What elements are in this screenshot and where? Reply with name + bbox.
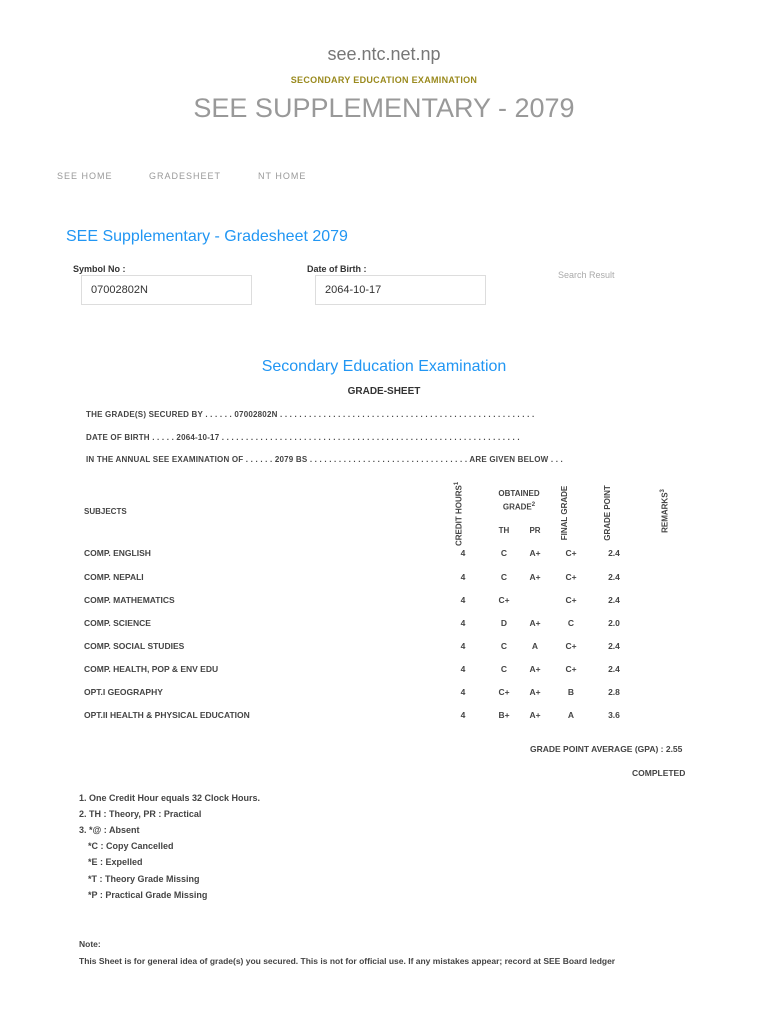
- exam-line: IN THE ANNUAL SEE EXAMINATION OF . . . . . . 2079 BS . . . . . . . . . . . . . . . . . . . . . . . . . . . . . . . . . ARE GIVEN BELOW . . .: [86, 455, 563, 464]
- nav-see-home[interactable]: SEE HOME: [57, 171, 113, 181]
- secured-by-line: THE GRADE(S) SECURED BY . . . . . . 07002802N . . . . . . . . . . . . . . . . . . . . . . . . . . . . . . . . . . . . . . . . . . . . . . . . . . . . .: [86, 410, 535, 419]
- table-row: OPT.II HEALTH & PHYSICAL EDUCATION 4 B+ A+ A 3.6: [84, 710, 620, 720]
- dob-input[interactable]: 2064-10-17: [315, 275, 486, 305]
- exam-tag: SECONDARY EDUCATION EXAMINATION: [290, 75, 478, 85]
- header-subjects: SUBJECTS: [84, 507, 127, 516]
- dob-label: Date of Birth :: [307, 264, 367, 274]
- dob-line: DATE OF BIRTH . . . . . 2064-10-17 . . . . . . . . . . . . . . . . . . . . . . . . . . . . . . . . . . . . . . . . . . . . . . . . . . . . . . . . . . . . . .: [86, 433, 520, 442]
- table-row: COMP. NEPALI 4 C A+ C+ 2.4: [84, 572, 620, 582]
- header-remarks: REMARKS$^3$: [660, 489, 670, 533]
- nav-gradesheet[interactable]: GRADESHEET: [149, 171, 222, 181]
- gpa-summary: GRADE POINT AVERAGE (GPA) : 2.55: [530, 744, 683, 754]
- footnote-3-c: *C : Copy Cancelled: [88, 841, 174, 851]
- header-pr: PR: [529, 526, 541, 535]
- table-row: COMP. HEALTH, POP & ENV EDU 4 C A+ C+ 2.4: [84, 664, 620, 674]
- status-completed: COMPLETED: [632, 768, 686, 778]
- header-grade-point: GRADE POINT: [603, 485, 612, 541]
- footnote-3-e: *E : Expelled: [88, 857, 143, 867]
- table-row: OPT.I GEOGRAPHY 4 C+ A+ B 2.8: [84, 687, 620, 697]
- table-row: COMP. SCIENCE 4 D A+ C 2.0: [84, 618, 620, 628]
- search-result-button[interactable]: Search Result: [558, 270, 615, 280]
- table-row: COMP. ENGLISH 4 C A+ C+ 2.4: [84, 548, 620, 558]
- gradesheet-title: Secondary Education Examination: [261, 358, 507, 375]
- nav-nt-home[interactable]: NT HOME: [258, 171, 307, 181]
- site-host: see.ntc.net.np: [327, 44, 441, 64]
- page-title: SEE SUPPLEMENTARY - 2079: [193, 93, 575, 123]
- footnote-2: 2. TH : Theory, PR : Practical: [79, 809, 202, 819]
- symbol-input[interactable]: 07002802N: [81, 275, 252, 305]
- gradesheet-subtitle: GRADE-SHEET: [347, 386, 421, 397]
- footnote-3: 3. *@ : Absent: [79, 825, 140, 835]
- header-credit-hours: CREDIT HOURS$^1$: [454, 481, 464, 546]
- symbol-label: Symbol No :: [73, 264, 126, 274]
- header-final-grade: FINAL GRADE: [560, 485, 569, 541]
- header-obtained: OBTAINED: [498, 489, 540, 498]
- footnote-3-p: *P : Practical Grade Missing: [88, 890, 208, 900]
- footnote-1: 1. One Credit Hour equals 32 Clock Hours.: [79, 793, 261, 803]
- note-text: This Sheet is for general idea of grade(s) you secured. This is not for official use. If any mistakes appear; record at SEE Board ledger: [79, 956, 616, 966]
- header-grade: GRADE$^2$: [502, 502, 536, 512]
- note-label: Note:: [79, 939, 101, 949]
- section-title: SEE Supplementary - Gradesheet 2079: [66, 228, 348, 245]
- header-th: TH: [498, 526, 510, 535]
- table-row: COMP. SOCIAL STUDIES 4 C A C+ 2.4: [84, 641, 620, 651]
- footnote-3-t: *T : Theory Grade Missing: [88, 874, 200, 884]
- table-row: COMP. MATHEMATICS 4 C+ C+ 2.4: [84, 595, 620, 605]
